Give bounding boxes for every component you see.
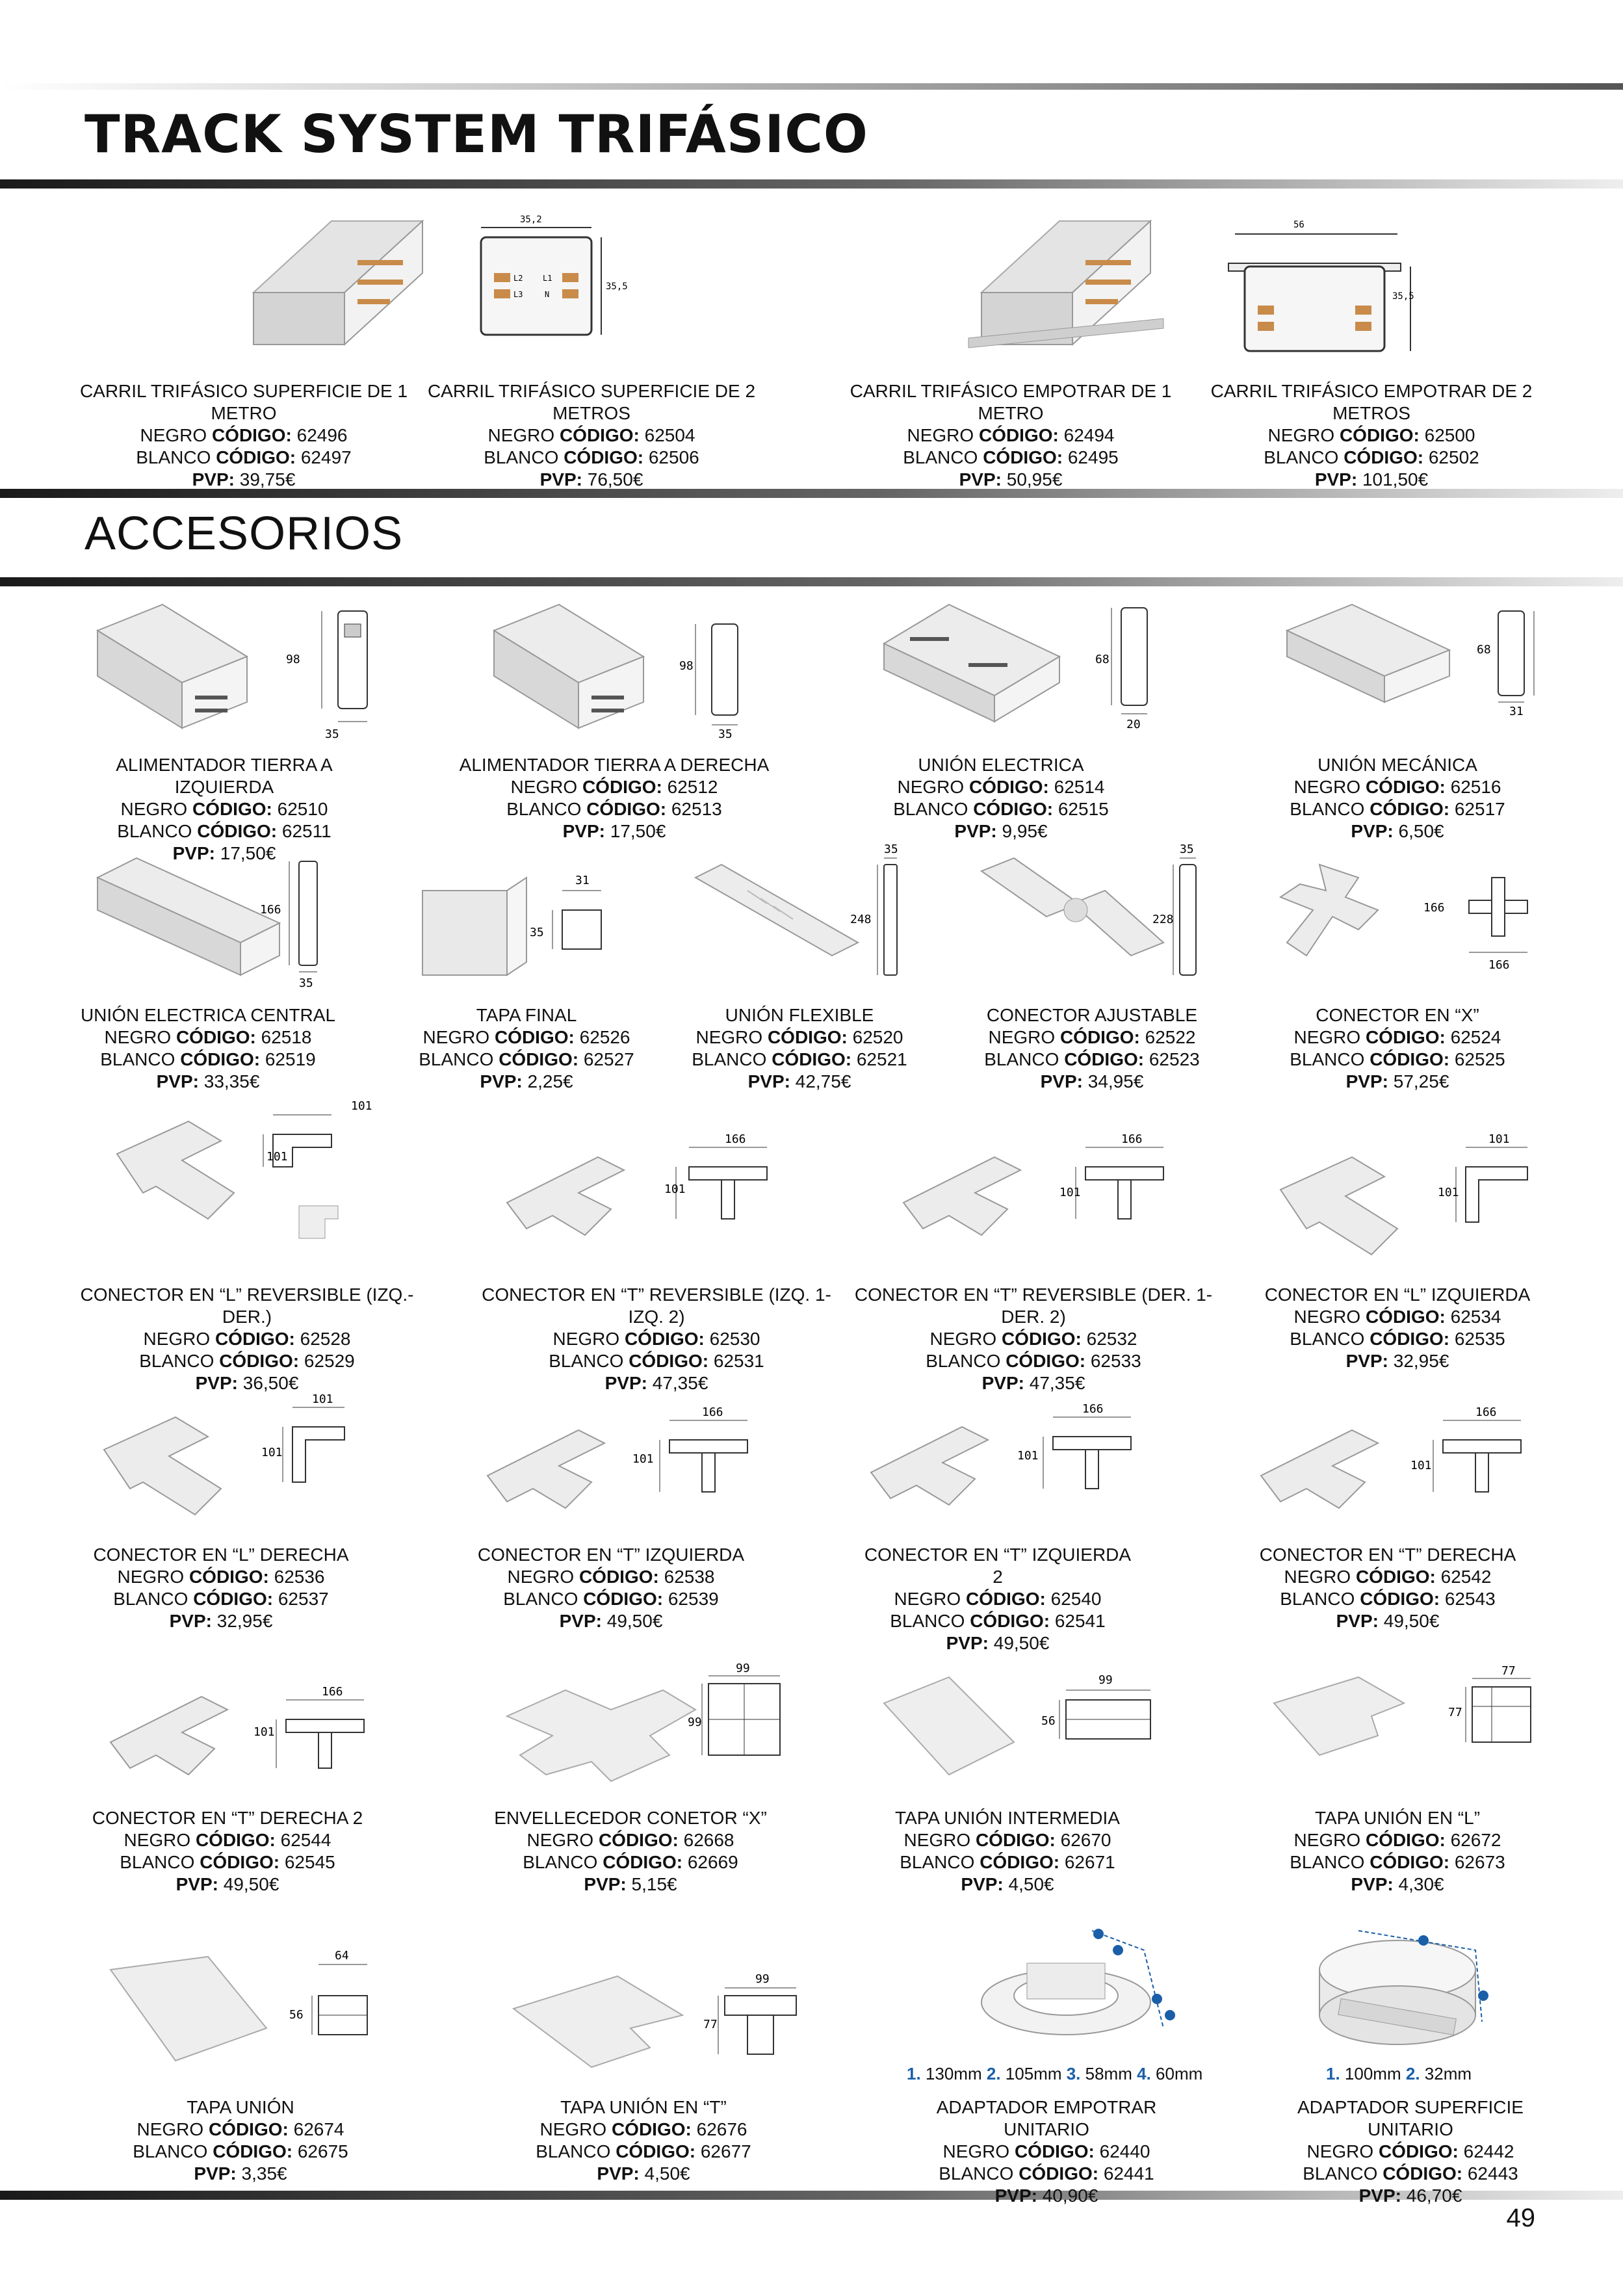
code-blanco: 62519 — [265, 1049, 316, 1069]
code-blanco: 62675 — [297, 2141, 348, 2161]
conector-l-der-image — [91, 1391, 364, 1528]
product-name: CONECTOR EN “T” DERECHA 2 — [92, 1808, 363, 1828]
product-name: CONECTOR EN “T” DERECHA — [1259, 1545, 1516, 1565]
rail-surface-1m-image — [240, 208, 435, 358]
code-negro: 62494 — [1063, 425, 1115, 445]
rail-card: CARRIL TRIFÁSICO EMPOTRAR DE 1 METRO NEGRO CÓDIGO: 62494 BLANCO CÓDIGO: 62495 PVP: 50,95€ — [838, 380, 1183, 491]
price: 4,50€ — [644, 2163, 690, 2184]
union-central-image — [84, 845, 344, 995]
accessory-card: CONECTOR EN “L” DERECHA NEGRO CÓDIGO: 62536 BLANCO CÓDIGO: 62537 PVP: 32,95€ — [84, 1544, 357, 1632]
code-blanco: 62523 — [1149, 1049, 1200, 1069]
accessory-card: UNIÓN FLEXIBLE NEGRO CÓDIGO: 62520 BLANCO CÓDIGO: 62521 PVP: 42,75€ — [676, 1004, 923, 1093]
rail-card: CARRIL TRIFÁSICO EMPOTRAR DE 2 METROS NEGRO CÓDIGO: 62500 BLANCO CÓDIGO: 62502 PVP: 101,50€ — [1189, 380, 1553, 491]
marker-2 — [1478, 1990, 1488, 2001]
code-negro: 62532 — [1086, 1329, 1137, 1349]
code-negro: 62522 — [1145, 1027, 1196, 1047]
dim-b: 101 — [664, 1182, 686, 1196]
code-negro: 62518 — [261, 1027, 312, 1047]
dim-b: 101 — [1017, 1449, 1039, 1463]
marker-2 — [1113, 1945, 1123, 1955]
price: 34,95€ — [1087, 1071, 1144, 1091]
dim-a: 166 — [702, 1405, 723, 1419]
page-number: 49 — [1506, 2204, 1535, 2232]
product-name: CONECTOR EN “L” DERECHA — [93, 1545, 349, 1565]
price: 17,50€ — [220, 843, 276, 863]
code-blanco: 62517 — [1454, 799, 1505, 819]
price: 47,35€ — [1029, 1373, 1085, 1393]
alimentador-izq-image — [84, 598, 390, 748]
dim-b: 56 — [289, 2008, 304, 2022]
accessory-card: CONECTOR EN “X” NEGRO CÓDIGO: 62524 BLANCO CÓDIGO: 62525 PVP: 57,25€ — [1267, 1004, 1527, 1093]
accessory-card: CONECTOR EN “T” REVERSIBLE (IZQ. 1-IZQ. 2) NEGRO CÓDIGO: 62530 BLANCO CÓDIGO: 62531 PVP: 47,35€ — [468, 1284, 845, 1394]
code-blanco: 62541 — [1054, 1611, 1106, 1631]
accessory-card: TAPA FINAL NEGRO CÓDIGO: 62526 BLANCO CÓDIGO: 62527 PVP: 2,25€ — [403, 1004, 650, 1093]
label-n: N — [545, 290, 550, 299]
price: 3,35€ — [241, 2163, 287, 2184]
code-negro: 62530 — [709, 1329, 760, 1349]
code-negro: 62442 — [1463, 2141, 1514, 2161]
accessory-card: TAPA UNIÓN EN “T” NEGRO CÓDIGO: 62676 BLANCO CÓDIGO: 62677 PVP: 4,50€ — [513, 2096, 773, 2185]
conector-t-der-image — [1248, 1404, 1547, 1534]
conector-l-izq-image — [1267, 1131, 1540, 1261]
dim-b: 56 — [1041, 1714, 1056, 1728]
price: 39,75€ — [239, 469, 296, 489]
code-blanco: 62537 — [278, 1589, 329, 1609]
product-name: TAPA UNIÓN EN “T” — [560, 2097, 727, 2117]
accessory-card: ENVELLECEDOR CONETOR “X” NEGRO CÓDIGO: 62668 BLANCO CÓDIGO: 62669 PVP: 5,15€ — [494, 1808, 767, 1894]
product-name: ALIMENTADOR TIERRA A IZQUIERDA — [116, 755, 333, 797]
marker-4 — [1165, 2010, 1175, 2020]
dim-a: 101 — [351, 1099, 372, 1113]
alimentador-der-image — [481, 598, 767, 748]
price: 49,50€ — [993, 1633, 1050, 1653]
code-blanco: 62443 — [1467, 2163, 1518, 2184]
dim-b: 101 — [1059, 1186, 1081, 1199]
superficie-measures: 1. 100mm 2. 32mm — [1326, 2064, 1472, 2083]
accessory-card: CONECTOR EN “T” REVERSIBLE (DER. 1-DER. 2) NEGRO CÓDIGO: 62532 BLANCO CÓDIGO: 62533 PVP: 47,35€ — [845, 1284, 1222, 1394]
accessory-card: CONECTOR AJUSTABLE NEGRO CÓDIGO: 62522 BLANCO CÓDIGO: 62523 PVP: 34,95€ — [962, 1004, 1222, 1093]
code-blanco: 62495 — [1067, 447, 1119, 467]
code-negro: 62504 — [644, 425, 695, 445]
product-name: UNIÓN ELECTRICA CENTRAL — [80, 1005, 336, 1025]
code-blanco: 62531 — [713, 1351, 764, 1371]
conector-t-izq-image — [474, 1404, 767, 1534]
section-title: ACCESORIOS — [84, 508, 404, 560]
dim-b: 35 — [884, 842, 898, 856]
price: 50,95€ — [1006, 469, 1063, 489]
dim-a: 77 — [1501, 1664, 1516, 1678]
code-negro: 62536 — [274, 1567, 325, 1587]
dim-a: 166 — [1475, 1405, 1497, 1419]
conector-t-der2-image — [97, 1671, 390, 1801]
price: 6,50€ — [1398, 821, 1444, 841]
tapa-final-image — [409, 865, 624, 995]
dim-b: 101 — [266, 1150, 288, 1164]
product-name: TAPA UNIÓN — [187, 2097, 294, 2117]
product-name: UNIÓN MECÁNICA — [1318, 755, 1477, 775]
code-blanco: 62511 — [281, 821, 331, 841]
accessory-card: TAPA UNIÓN INTERMEDIA NEGRO CÓDIGO: 62670 BLANCO CÓDIGO: 62671 PVP: 4,50€ — [871, 1807, 1144, 1896]
accessory-card: TAPA UNIÓN EN “L” NEGRO CÓDIGO: 62672 BLANCO CÓDIGO: 62673 PVP: 4,30€ — [1261, 1807, 1534, 1896]
product-name: CONECTOR EN “T” IZQUIERDA 2 — [864, 1545, 1132, 1587]
dim-a: 101 — [1488, 1132, 1510, 1146]
dim-a: 99 — [1098, 1673, 1113, 1687]
price: 32,95€ — [216, 1611, 273, 1631]
code-negro: 62668 — [683, 1830, 734, 1850]
dim-b: 35 — [530, 926, 544, 939]
label-l3: L3 — [513, 290, 523, 299]
code-negro: 62514 — [1054, 777, 1105, 797]
product-name: ENVELLECEDOR CONETOR “X” — [494, 1808, 767, 1828]
dim-b: 101 — [253, 1725, 275, 1739]
dim-b: 31 — [1509, 705, 1524, 718]
product-name: TAPA UNIÓN EN “L” — [1314, 1808, 1481, 1828]
dim-b: 35 — [299, 976, 313, 990]
code-blanco: 62506 — [648, 447, 699, 467]
code-blanco: 62513 — [671, 799, 722, 819]
accessory-card: CONECTOR EN “L” IZQUIERDA NEGRO CÓDIGO: 62534 BLANCO CÓDIGO: 62535 PVP: 32,95€ — [1254, 1284, 1540, 1372]
page-title: TRACK SYSTEM TRIFÁSICO — [84, 104, 868, 164]
envellecedor-x-image — [494, 1664, 806, 1788]
price: 49,50€ — [1383, 1611, 1440, 1631]
product-name: CONECTOR EN “T” REVERSIBLE (DER. 1-DER. 2) — [854, 1285, 1213, 1327]
adaptador-superficie-image — [1306, 1911, 1527, 2061]
union-mecanica-image — [1274, 598, 1553, 722]
union-electrica-image — [871, 598, 1163, 735]
product-name: CONECTOR AJUSTABLE — [986, 1005, 1198, 1025]
conector-x-image — [1267, 852, 1540, 982]
dim-b: 77 — [703, 2018, 718, 2031]
price: 2,25€ — [527, 1071, 573, 1091]
dim-b: 101 — [1410, 1459, 1432, 1472]
accessory-card: UNIÓN ELECTRICA CENTRAL NEGRO CÓDIGO: 62518 BLANCO CÓDIGO: 62519 PVP: 33,35€ — [78, 1004, 338, 1093]
tapa-union-image — [97, 1944, 383, 2080]
rail-dim-height: 35,5 — [606, 281, 628, 292]
accessory-card: UNIÓN ELECTRICA NEGRO CÓDIGO: 62514 BLANCO CÓDIGO: 62515 PVP: 9,95€ — [845, 754, 1157, 842]
code-negro: 62528 — [300, 1329, 351, 1349]
code-blanco: 62521 — [856, 1049, 907, 1069]
product-name: CONECTOR EN “T” IZQUIERDA — [477, 1545, 745, 1565]
rail-card: CARRIL TRIFÁSICO SUPERFICIE DE 1 METRO NEGRO CÓDIGO: 62496 BLANCO CÓDIGO: 62497 PVP: 39,75€ — [71, 380, 416, 491]
tapa-union-l-image — [1261, 1664, 1547, 1788]
accessory-card: UNIÓN MECÁNICA NEGRO CÓDIGO: 62516 BLANCO CÓDIGO: 62517 PVP: 6,50€ — [1248, 754, 1547, 842]
code-negro: 62674 — [293, 2119, 344, 2139]
marker-1 — [1418, 1935, 1429, 1946]
price: 4,30€ — [1398, 1874, 1444, 1894]
accessory-card: CONECTOR EN “T” IZQUIERDA 2 NEGRO CÓDIGO: 62540 BLANCO CÓDIGO: 62541 PVP: 49,50€ — [858, 1544, 1137, 1654]
code-negro: 62526 — [579, 1027, 630, 1047]
product-name: ALIMENTADOR TIERRA A DERECHA — [459, 755, 770, 775]
rail-recessed-1m-image — [968, 208, 1176, 358]
accessory-card: TAPA UNIÓN NEGRO CÓDIGO: 62674 BLANCO CÓDIGO: 62675 PVP: 3,35€ — [110, 2096, 370, 2185]
code-blanco: 62533 — [1090, 1351, 1141, 1371]
price: 17,50€ — [610, 821, 666, 841]
top-rule — [0, 83, 1623, 90]
code-blanco: 62515 — [1058, 799, 1109, 819]
conector-t-izq2-image — [858, 1401, 1157, 1531]
dim-a: 99 — [736, 1662, 750, 1675]
dim-a: 98 — [286, 653, 300, 666]
dim-b: 99 — [688, 1715, 702, 1729]
product-name: CONECTOR EN “L” IZQUIERDA — [1264, 1285, 1531, 1305]
dim-b: 35 — [718, 727, 733, 741]
rail-dim-width: 35,2 — [520, 215, 542, 225]
price: 47,35€ — [652, 1373, 708, 1393]
dim-a: 68 — [1477, 643, 1491, 657]
code-blanco: 62545 — [284, 1852, 335, 1872]
product-name: TAPA FINAL — [476, 1005, 577, 1025]
dim-a: 64 — [335, 1949, 349, 1963]
code-blanco: 62673 — [1454, 1852, 1505, 1872]
product-name: CARRIL TRIFÁSICO SUPERFICIE DE 1 METRO — [79, 381, 408, 423]
dim-a: 68 — [1095, 653, 1110, 666]
code-negro: 62540 — [1050, 1589, 1102, 1609]
code-negro: 62538 — [664, 1567, 715, 1587]
price: 49,50€ — [223, 1874, 279, 1894]
code-negro: 62516 — [1450, 777, 1501, 797]
code-blanco: 62669 — [687, 1852, 738, 1872]
code-blanco: 62497 — [300, 447, 352, 467]
price: 5,15€ — [631, 1874, 677, 1894]
dim-a: 166 — [1121, 1132, 1143, 1146]
code-negro: 62440 — [1099, 2141, 1150, 2161]
dim-b: 101 — [261, 1446, 283, 1459]
dim-a: 99 — [755, 1972, 770, 1986]
dim-b: 101 — [1438, 1186, 1459, 1199]
dim-b: 35 — [325, 727, 339, 741]
accessory-card: CONECTOR EN “T” DERECHA NEGRO CÓDIGO: 62542 BLANCO CÓDIGO: 62543 PVP: 49,50€ — [1254, 1544, 1521, 1632]
title-rule — [0, 179, 1623, 189]
code-negro: 62496 — [296, 425, 348, 445]
product-name: UNIÓN FLEXIBLE — [725, 1005, 874, 1025]
product-name: TAPA UNIÓN INTERMEDIA — [895, 1808, 1120, 1828]
label-l1: L1 — [543, 274, 552, 283]
code-blanco: 62502 — [1428, 447, 1479, 467]
code-negro: 62676 — [696, 2119, 747, 2139]
empotrar-measures: 1. 130mm 2. 105mm 3. 58mm 4. 60mm — [907, 2064, 1203, 2083]
dim-a: 166 — [725, 1132, 746, 1146]
code-blanco: 62677 — [700, 2141, 751, 2161]
adaptador-empotrar-image — [949, 1905, 1196, 2061]
price: 49,50€ — [606, 1611, 663, 1631]
dim-a: 166 — [260, 903, 281, 917]
accessory-card: ADAPTADOR EMPOTRAR UNITARIO NEGRO CÓDIGO: 62440 BLANCO CÓDIGO: 62441 PVP: 40,90€ — [897, 2096, 1196, 2207]
price: 36,50€ — [242, 1373, 299, 1393]
rail-dim-height-recessed: 35,5 — [1392, 291, 1414, 302]
code-blanco: 62543 — [1444, 1589, 1496, 1609]
code-blanco: 62441 — [1103, 2163, 1154, 2184]
dim-a: 166 — [322, 1685, 343, 1699]
product-name: UNIÓN ELECTRICA — [918, 755, 1084, 775]
tapa-intermedia-image — [871, 1664, 1170, 1801]
dim-b: 166 — [1488, 958, 1510, 972]
code-blanco: 62527 — [583, 1049, 634, 1069]
code-negro: 62544 — [280, 1830, 331, 1850]
label-l2: L2 — [513, 274, 523, 283]
price: 33,35€ — [203, 1071, 260, 1091]
conector-t-rev-izq-image — [494, 1131, 786, 1261]
dim-b: 20 — [1126, 718, 1141, 731]
accessory-card: CONECTOR EN “T” DERECHA 2 NEGRO CÓDIGO: 62544 BLANCO CÓDIGO: 62545 PVP: 49,50€ — [92, 1808, 363, 1894]
conector-t-rev-der-image — [890, 1131, 1189, 1261]
code-negro: 62542 — [1440, 1567, 1492, 1587]
accessory-card: CONECTOR EN “L” REVERSIBLE (IZQ.-DER.) NEGRO CÓDIGO: 62528 BLANCO CÓDIGO: 62529 PVP: 36,50€ — [71, 1284, 422, 1394]
tapa-union-t-image — [500, 1957, 812, 2087]
dim-a: 101 — [312, 1392, 333, 1406]
code-negro: 62500 — [1424, 425, 1475, 445]
rail-surface-section-diagram — [468, 208, 628, 358]
price: 40,90€ — [1042, 2185, 1098, 2206]
price: 76,50€ — [587, 469, 643, 489]
product-name: CONECTOR EN “X” — [1316, 1005, 1479, 1025]
dim-a: 248 — [850, 913, 872, 926]
dim-b: 35 — [1180, 842, 1194, 856]
code-blanco: 62525 — [1454, 1049, 1505, 1069]
code-negro: 62524 — [1450, 1027, 1501, 1047]
price: 42,75€ — [795, 1071, 851, 1091]
dim-a: 166 — [1082, 1402, 1104, 1416]
dim-a: 31 — [575, 874, 590, 887]
rail-card: CARRIL TRIFÁSICO SUPERFICIE DE 2 METROS NEGRO CÓDIGO: 62504 BLANCO CÓDIGO: 62506 PVP: 76,50€ — [416, 380, 767, 491]
code-negro: 62512 — [667, 777, 718, 797]
accessory-card: ALIMENTADOR TIERRA A IZQUIERDA NEGRO CÓDIGO: 62510 BLANCO CÓDIGO: 62511 PVP: 17,50€ — [71, 754, 377, 865]
price: 32,95€ — [1393, 1351, 1449, 1371]
price: 57,25€ — [1393, 1071, 1449, 1091]
code-negro: 62520 — [852, 1027, 903, 1047]
accessory-card: ADAPTADOR SUPERFICIE UNITARIO NEGRO CÓDIGO: 62442 BLANCO CÓDIGO: 62443 PVP: 46,70€ — [1254, 2096, 1566, 2207]
dim-b: 101 — [632, 1452, 654, 1466]
accessory-card: ALIMENTADOR TIERRA A DERECHA NEGRO CÓDIGO: 62512 BLANCO CÓDIGO: 62513 PVP: 17,50€ — [455, 754, 773, 842]
conector-ajustable-image — [975, 842, 1209, 988]
product-name: CONECTOR EN “T” REVERSIBLE (IZQ. 1-IZQ. 2) — [482, 1285, 831, 1327]
rail-dim-width-recessed: 56 — [1293, 220, 1305, 230]
accesorios-rule — [0, 577, 1623, 586]
product-name: ADAPTADOR EMPOTRAR UNITARIO — [936, 2097, 1157, 2139]
marker-3 — [1152, 1994, 1162, 2004]
code-blanco: 62535 — [1454, 1329, 1505, 1349]
conector-l-reversible-image — [104, 1095, 403, 1264]
dim-a: 166 — [1423, 901, 1445, 915]
code-blanco: 62671 — [1064, 1852, 1115, 1872]
code-blanco: 62529 — [304, 1351, 355, 1371]
product-name: CARRIL TRIFÁSICO SUPERFICIE DE 2 METROS — [427, 381, 756, 423]
union-flexible-image — [689, 842, 910, 988]
product-name: CARRIL TRIFÁSICO EMPOTRAR DE 1 METRO — [850, 381, 1172, 423]
code-negro: 62672 — [1450, 1830, 1501, 1850]
price: 9,95€ — [1002, 821, 1048, 841]
accessory-card: CONECTOR EN “T” IZQUIERDA NEGRO CÓDIGO: 62538 BLANCO CÓDIGO: 62539 PVP: 49,50€ — [474, 1544, 747, 1632]
product-name: CONECTOR EN “L” REVERSIBLE (IZQ.-DER.) — [80, 1285, 414, 1327]
dim-a: 98 — [679, 659, 694, 673]
code-blanco: 62539 — [668, 1589, 719, 1609]
price: 4,50€ — [1008, 1874, 1054, 1894]
code-negro: 62510 — [277, 799, 328, 819]
product-name: ADAPTADOR SUPERFICIE UNITARIO — [1297, 2097, 1524, 2139]
price: 101,50€ — [1362, 469, 1429, 489]
rail-recessed-section-diagram — [1222, 208, 1430, 358]
code-negro: 62534 — [1450, 1307, 1501, 1327]
marker-1 — [1093, 1929, 1104, 1939]
dim-a: 228 — [1152, 913, 1174, 926]
code-negro: 62670 — [1060, 1830, 1111, 1850]
product-name: CARRIL TRIFÁSICO EMPOTRAR DE 2 METROS — [1210, 381, 1533, 423]
dim-b: 77 — [1448, 1706, 1462, 1719]
price: 46,70€ — [1406, 2185, 1462, 2206]
